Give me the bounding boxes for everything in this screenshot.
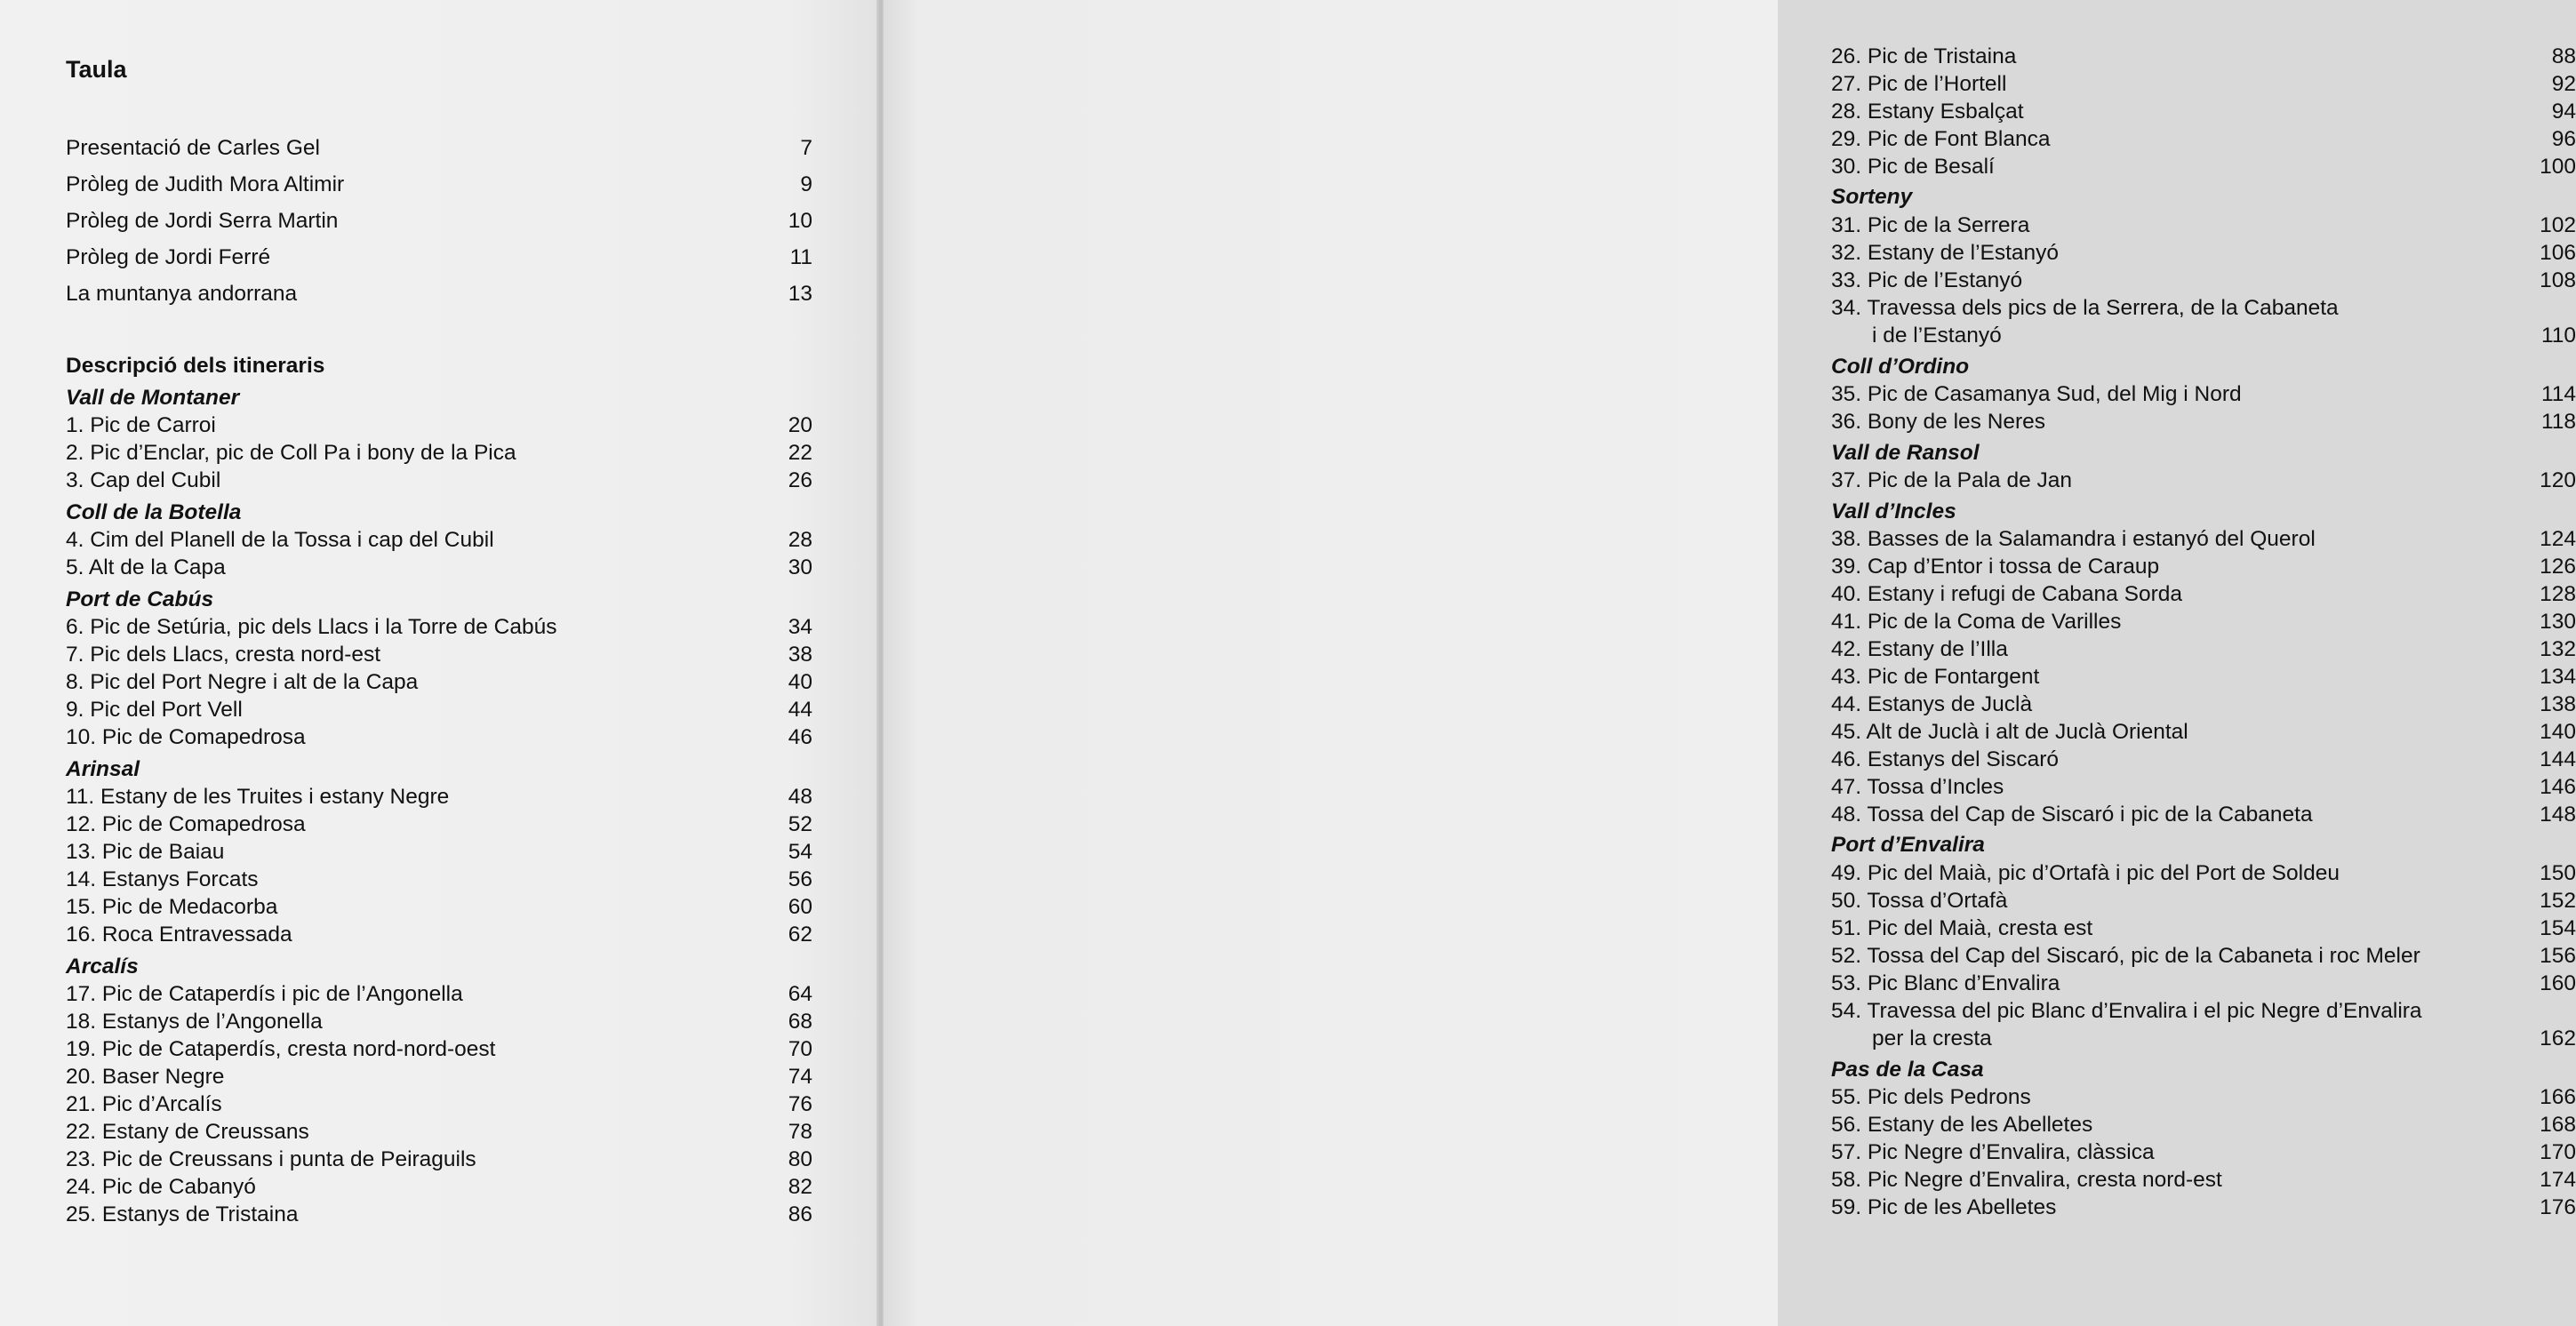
toc-entry <box>1831 295 2576 322</box>
toc-entry-title: 32. Estany de l’Estanyó <box>1831 241 2060 265</box>
toc-section <box>66 499 812 526</box>
toc-list-left <box>66 0 812 1326</box>
toc-entry <box>66 555 812 581</box>
toc-entry <box>66 1064 812 1090</box>
toc-entry-page: 86 <box>788 1202 812 1226</box>
toc-entry <box>1831 943 2576 970</box>
toc-entry-title: 43. Pic de Fontargent <box>1831 665 2040 689</box>
toc-entry-title: per la cresta <box>1872 1026 1992 1050</box>
toc-entry-title: Presentació de Carles Gel <box>66 136 320 160</box>
toc-entry-title: 54. Travessa del pic Blanc d’Envalira i el pic Negre d’Envalira <box>1831 999 2422 1023</box>
toc-entry-page: 138 <box>2540 692 2576 716</box>
toc-entry-page: 48 <box>788 785 812 809</box>
toc-entry-page: 124 <box>2540 527 2576 551</box>
toc-entry-page: 64 <box>788 982 812 1006</box>
toc-entry <box>1831 774 2576 801</box>
toc-entry-title: 30. Pic de Besalí <box>1831 155 1995 179</box>
toc-entry <box>66 642 812 668</box>
toc-entry-title: 47. Tossa d’Incles <box>1831 775 2004 799</box>
toc-entry-page: 7 <box>800 136 812 160</box>
toc-entry-title: 53. Pic Blanc d’Envalira <box>1831 971 2060 995</box>
toc-entry-page: 10 <box>788 209 812 233</box>
toc-entry-page: 30 <box>788 555 812 579</box>
toc-entry-page: 128 <box>2540 582 2576 606</box>
toc-entry <box>66 697 812 723</box>
toc-entry-page: 108 <box>2540 268 2576 292</box>
toc-section <box>1831 499 2576 525</box>
toc-entry <box>66 172 812 198</box>
toc-entry-title: 48. Tossa del Cap de Siscaró i pic de la Cabaneta <box>1831 803 2313 827</box>
toc-entry-title: Coll de la Botella <box>66 500 242 524</box>
toc-entry <box>66 1119 812 1146</box>
toc-entry-title: 35. Pic de Casamanya Sud, del Mig i Nord <box>1831 382 2242 406</box>
toc-entry <box>1831 381 2576 408</box>
toc-entry <box>1831 323 2576 349</box>
toc-entry-title: 55. Pic dels Pedrons <box>1831 1085 2031 1109</box>
toc-entry <box>66 440 812 467</box>
toc-entry-title: Vall de Ransol <box>1831 441 1980 465</box>
toc-entry-page: 68 <box>788 1010 812 1034</box>
toc-entry <box>66 867 812 893</box>
toc-entry-title: 14. Estanys Forcats <box>66 867 259 891</box>
toc-entry-page: 134 <box>2540 665 2576 689</box>
toc-entry-page: 22 <box>788 441 812 465</box>
toc-entry <box>1831 802 2576 828</box>
toc-section <box>1831 1057 2576 1083</box>
toc-entry <box>66 135 812 162</box>
toc-entry-page: 28 <box>788 528 812 552</box>
toc-section <box>66 954 812 980</box>
toc-entry-page: 174 <box>2540 1168 2576 1192</box>
toc-entry-page: 80 <box>788 1147 812 1171</box>
toc-entry-page: 96 <box>2551 127 2576 151</box>
toc-entry-page: 76 <box>788 1092 812 1116</box>
toc-entry-page: 74 <box>788 1065 812 1089</box>
toc-entry <box>1831 99 2576 125</box>
toc-entry <box>1831 691 2576 718</box>
toc-entry-page: 168 <box>2540 1113 2576 1137</box>
toc-entry-title: 49. Pic del Maià, pic d’Ortafà i pic del Port de Soldeu <box>1831 861 2340 885</box>
toc-entry <box>1831 888 2576 915</box>
toc-entry-title: 34. Travessa dels pics de la Serrera, de la Cabaneta <box>1831 296 2339 320</box>
toc-entry-title: 39. Cap d’Entor i tossa de Caraup <box>1831 555 2160 579</box>
toc-entry <box>1831 1112 2576 1138</box>
toc-entry-title: 40. Estany i refugi de Cabana Sorda <box>1831 582 2182 606</box>
toc-entry-page: 156 <box>2540 944 2576 968</box>
toc-entry <box>66 281 812 308</box>
toc-entry <box>1831 212 2576 239</box>
toc-entry-title: 2. Pic d’Enclar, pic de Coll Pa i bony de la Pica <box>66 441 516 465</box>
toc-entry <box>66 811 812 838</box>
toc-entry-title: 23. Pic de Creussans i punta de Peiraguils <box>66 1147 476 1171</box>
toc-entry-page: 44 <box>788 698 812 722</box>
toc-entry-page: 146 <box>2540 775 2576 799</box>
toc-entry-page: 130 <box>2540 610 2576 634</box>
toc-entry <box>66 1202 812 1228</box>
toc-entry-title: 52. Tossa del Cap del Siscaró, pic de la Cabaneta i roc Meler <box>1831 944 2420 968</box>
toc-section <box>1831 832 2576 859</box>
toc-entry-page: 26 <box>788 468 812 492</box>
toc-entry-title: 19. Pic de Cataperdís, cresta nord-nord-oest <box>66 1037 496 1061</box>
toc-entry <box>1831 1167 2576 1194</box>
toc-entry-title: 24. Pic de Cabanyó <box>66 1175 256 1199</box>
toc-entry-title: Coll d’Ordino <box>1831 355 1970 379</box>
toc-entry-page: 94 <box>2551 100 2576 124</box>
toc-section <box>66 756 812 783</box>
toc-entry <box>66 1174 812 1201</box>
toc-entry-title: 56. Estany de les Abelletes <box>1831 1113 2093 1137</box>
toc-entry <box>66 894 812 921</box>
toc-entry <box>66 1009 812 1035</box>
toc-entry-title: 18. Estanys de l’Angonella <box>66 1010 323 1034</box>
toc-entry-title: 21. Pic d’Arcalís <box>66 1092 222 1116</box>
toc-entry <box>1831 1139 2576 1166</box>
toc-entry <box>1831 998 2576 1025</box>
toc-entry <box>66 208 812 235</box>
toc-entry <box>66 784 812 811</box>
toc-entry <box>1831 860 2576 887</box>
toc-entry-page: 46 <box>788 725 812 749</box>
toc-entry-title: Pròleg de Judith Mora Altimir <box>66 172 345 196</box>
toc-entry-title: Arinsal <box>66 757 140 781</box>
toc-entry-title: 22. Estany de Creussans <box>66 1120 309 1144</box>
toc-entry-title: 46. Estanys del Siscaró <box>1831 747 2060 771</box>
toc-entry-title: 45. Alt de Juclà i alt de Juclà Oriental <box>1831 720 2188 744</box>
toc-entry-title: Sorteny <box>1831 185 1913 209</box>
toc-entry-page: 176 <box>2540 1195 2576 1219</box>
toc-entry <box>1831 915 2576 942</box>
toc-entry-page: 88 <box>2551 44 2576 68</box>
toc-entry <box>1831 581 2576 608</box>
toc-entry <box>1831 664 2576 691</box>
toc-entry-page: 166 <box>2540 1085 2576 1109</box>
toc-entry-title: 10. Pic de Comapedrosa <box>66 725 306 749</box>
toc-entry <box>66 527 812 554</box>
toc-entry-title: Pas de la Casa <box>1831 1058 1984 1082</box>
toc-heading <box>66 353 812 379</box>
toc-entry <box>66 412 812 439</box>
toc-section <box>1831 440 2576 467</box>
toc-entry-page: 114 <box>2540 382 2576 406</box>
toc-entry-title: 29. Pic de Font Blanca <box>1831 127 2051 151</box>
left-page <box>0 0 878 1326</box>
toc-entry <box>1831 526 2576 553</box>
toc-entry <box>1831 44 2576 70</box>
toc-entry <box>1831 268 2576 294</box>
toc-entry-title: 51. Pic del Maià, cresta est <box>1831 916 2093 940</box>
toc-entry-page: 132 <box>2540 637 2576 661</box>
toc-entry <box>66 1091 812 1118</box>
toc-entry-title: 41. Pic de la Coma de Varilles <box>1831 610 2122 634</box>
toc-entry <box>1831 1026 2576 1052</box>
toc-entry-title: 38. Basses de la Salamandra i estanyó del Querol <box>1831 527 2316 551</box>
toc-entry <box>1831 747 2576 773</box>
toc-entry-title: Descripció dels itineraris <box>66 354 325 378</box>
toc-entry-page: 160 <box>2540 971 2576 995</box>
toc-entry <box>1831 467 2576 494</box>
toc-entry-page: 11 <box>789 245 812 269</box>
toc-entry-title: 6. Pic de Setúria, pic dels Llacs i la Torre de Cabús <box>66 615 557 639</box>
toc-entry <box>1831 71 2576 98</box>
toc-entry-page: 118 <box>2540 410 2576 434</box>
toc-entry-title: La muntanya andorrana <box>66 282 298 306</box>
toc-entry <box>1831 609 2576 635</box>
toc-entry-page: 52 <box>788 812 812 836</box>
toc-entry-title: 17. Pic de Cataperdís i pic de l’Angonella <box>66 982 463 1006</box>
toc-entry <box>66 839 812 866</box>
toc-entry-title: 4. Cim del Planell de la Tossa i cap del Cubil <box>66 528 494 552</box>
toc-entry-title: 58. Pic Negre d’Envalira, cresta nord-est <box>1831 1168 2222 1192</box>
toc-entry-page: 20 <box>788 413 812 437</box>
toc-entry-title: Port d’Envalira <box>1831 833 1985 857</box>
page-title: Taula <box>66 56 127 83</box>
toc-entry-page: 54 <box>788 840 812 864</box>
toc-entry-title: 59. Pic de les Abelletes <box>1831 1195 2057 1219</box>
toc-entry <box>1831 719 2576 746</box>
toc-entry-page: 100 <box>2540 155 2576 179</box>
toc-entry-page: 34 <box>788 615 812 639</box>
toc-entry <box>66 467 812 494</box>
toc-entry <box>1831 409 2576 435</box>
toc-entry-page: 120 <box>2540 468 2576 492</box>
toc-entry-page: 82 <box>788 1175 812 1199</box>
toc-entry <box>66 981 812 1008</box>
toc-entry-page: 60 <box>788 895 812 919</box>
toc-entry-title: 28. Estany Esbalçat <box>1831 100 2024 124</box>
toc-entry-title: Pròleg de Jordi Ferré <box>66 245 271 269</box>
toc-section <box>1831 354 2576 380</box>
toc-entry-title: 9. Pic del Port Vell <box>66 698 243 722</box>
toc-entry-title: 57. Pic Negre d’Envalira, clàssica <box>1831 1140 2155 1164</box>
toc-entry-title: 50. Tossa d’Ortafà <box>1831 889 2008 913</box>
toc-entry-title: 7. Pic dels Llacs, cresta nord-est <box>66 643 381 667</box>
toc-entry-title: 1. Pic de Carroi <box>66 413 216 437</box>
toc-entry-title: 8. Pic del Port Negre i alt de la Capa <box>66 670 419 694</box>
toc-entry-page: 140 <box>2540 720 2576 744</box>
toc-section <box>1831 184 2576 211</box>
toc-entry <box>66 669 812 696</box>
toc-entry-title: 16. Roca Entravessada <box>66 923 292 947</box>
toc-entry <box>66 922 812 948</box>
toc-entry-title: 42. Estany de l’Illa <box>1831 637 2008 661</box>
toc-entry-page: 92 <box>2551 72 2576 96</box>
toc-entry-title: 3. Cap del Cubil <box>66 468 221 492</box>
toc-entry-page: 154 <box>2540 916 2576 940</box>
toc-entry-title: 12. Pic de Comapedrosa <box>66 812 306 836</box>
toc-entry-title: Pròleg de Jordi Serra Martin <box>66 209 339 233</box>
toc-entry <box>66 724 812 751</box>
toc-entry-title: 27. Pic de l’Hortell <box>1831 72 2007 96</box>
toc-entry <box>1831 971 2576 997</box>
toc-entry-page: 162 <box>2540 1026 2576 1050</box>
toc-section <box>66 385 812 411</box>
toc-entry <box>66 614 812 641</box>
toc-entry-title: Arcalís <box>66 955 139 979</box>
toc-entry-page: 170 <box>2540 1140 2576 1164</box>
toc-entry-page: 110 <box>2540 324 2576 347</box>
toc-entry-page: 152 <box>2540 889 2576 913</box>
toc-entry-title: 31. Pic de la Serrera <box>1831 213 2030 237</box>
toc-entry-title: Port de Cabús <box>66 587 214 611</box>
toc-entry <box>1831 636 2576 663</box>
toc-entry-page: 56 <box>788 867 812 891</box>
toc-entry-title: Vall de Montaner <box>66 386 240 410</box>
toc-entry-page: 70 <box>788 1037 812 1061</box>
toc-entry-page: 13 <box>788 282 812 306</box>
toc-entry-title: Vall d’Incles <box>1831 499 1956 523</box>
toc-entry-title: 5. Alt de la Capa <box>66 555 226 579</box>
right-page <box>884 0 2576 1326</box>
toc-entry <box>66 244 812 271</box>
toc-entry <box>1831 1084 2576 1111</box>
toc-section <box>66 587 812 613</box>
toc-entry-title: 26. Pic de Tristaina <box>1831 44 2017 68</box>
toc-entry-title: 11. Estany de les Truites i estany Negre <box>66 785 450 809</box>
toc-entry <box>1831 554 2576 580</box>
toc-entry-title: 33. Pic de l’Estanyó <box>1831 268 2023 292</box>
toc-entry-page: 106 <box>2540 241 2576 265</box>
toc-entry-page: 144 <box>2540 747 2576 771</box>
toc-entry-title: 15. Pic de Medacorba <box>66 895 278 919</box>
toc-entry-title: 20. Baser Negre <box>66 1065 225 1089</box>
toc-list-right <box>1831 0 2576 1326</box>
toc-entry-page: 40 <box>788 670 812 694</box>
toc-entry <box>66 1146 812 1173</box>
toc-entry <box>1831 126 2576 153</box>
toc-entry-page: 38 <box>788 643 812 667</box>
toc-entry-page: 78 <box>788 1120 812 1144</box>
toc-entry-title: 25. Estanys de Tristaina <box>66 1202 299 1226</box>
toc-entry-title: 37. Pic de la Pala de Jan <box>1831 468 2073 492</box>
toc-entry-page: 62 <box>788 923 812 947</box>
toc-entry-page: 148 <box>2540 803 2576 827</box>
toc-entry-page: 126 <box>2540 555 2576 579</box>
toc-entry-page: 9 <box>800 172 812 196</box>
toc-entry-title: 44. Estanys de Juclà <box>1831 692 2033 716</box>
toc-entry <box>1831 1194 2576 1221</box>
toc-entry <box>66 1036 812 1063</box>
toc-entry <box>1831 154 2576 180</box>
toc-entry-title: 13. Pic de Baiau <box>66 840 225 864</box>
toc-entry-page: 102 <box>2540 213 2576 237</box>
toc-entry-title: i de l’Estanyó <box>1872 324 2002 347</box>
toc-entry-page: 150 <box>2540 861 2576 885</box>
toc-entry <box>1831 240 2576 267</box>
toc-entry-title: 36. Bony de les Neres <box>1831 410 2046 434</box>
